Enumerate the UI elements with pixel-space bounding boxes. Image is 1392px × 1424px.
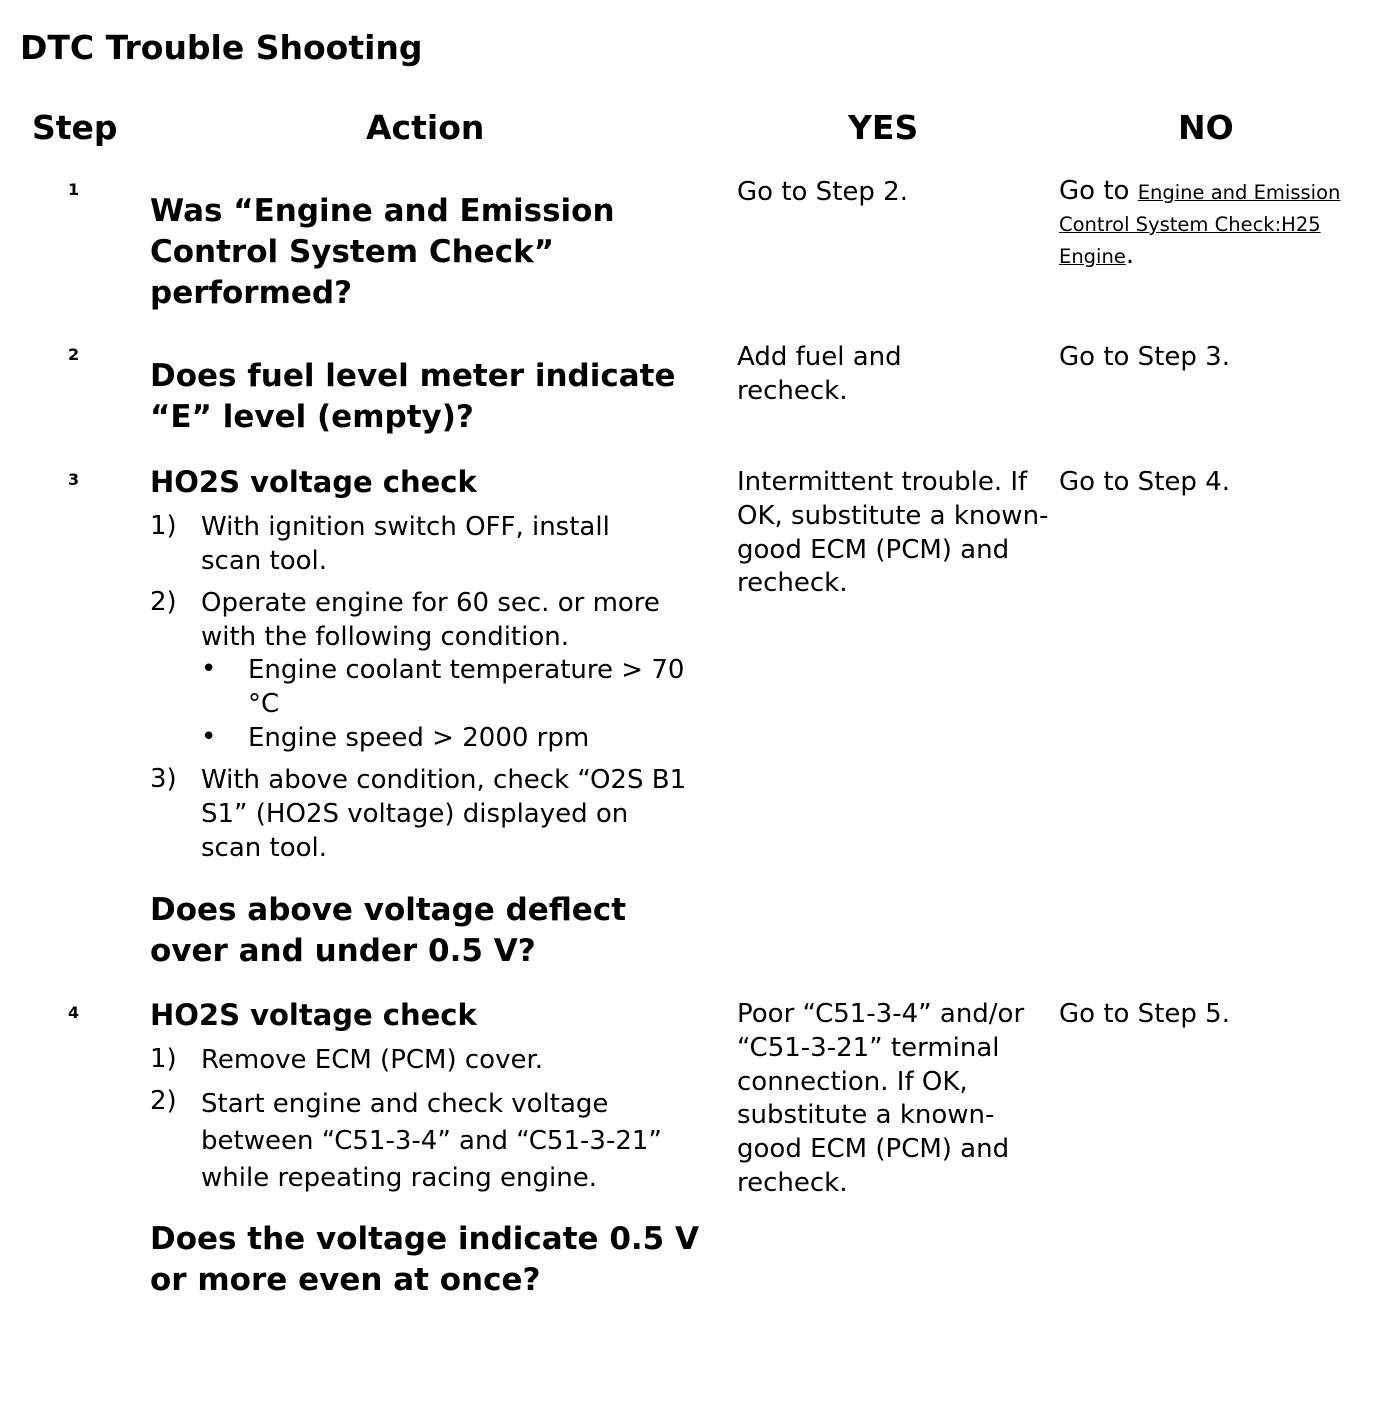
header-yes: YES — [848, 108, 919, 147]
page-title: DTC Trouble Shooting — [20, 28, 423, 67]
header-action: Action — [366, 108, 485, 147]
step-2-question: Does fuel level meter indicate “E” level (empty)? — [150, 358, 676, 435]
step-1-no — [1059, 176, 1379, 272]
step-2-number: 2 — [68, 345, 80, 364]
bullet-icon: • — [201, 654, 217, 684]
bullet-icon: • — [201, 722, 217, 752]
step-1-no-suffix: . — [1125, 240, 1135, 270]
step-3-bullet-1: Engine coolant temperature > 70 °C — [248, 655, 685, 719]
step-3-question: Does above voltage deflect over and under 0.5 V? — [150, 892, 627, 969]
header-no: NO — [1178, 108, 1234, 147]
step-4-item-2-number: 2) — [150, 1086, 177, 1116]
step-1-no-prefix: Go to — [1059, 176, 1138, 206]
step-4-no: Go to Step 5. — [1059, 999, 1230, 1029]
step-4-yes: Poor “C51-3-4” and/or “C51-3-21” terminal connection. If OK, substitute a known-good ECM (PCM) and recheck. — [737, 999, 1025, 1198]
step-1-question: Was “Engine and Emission Control System Check” performed? — [150, 193, 615, 311]
step-2-no: Go to Step 3. — [1059, 342, 1230, 372]
step-3-item-3-text: With above condition, check “O2S B1 S1” (HO2S voltage) displayed on scan tool. — [201, 765, 687, 863]
step-1-yes: Go to Step 2. — [737, 177, 908, 207]
step-3-item-2-text: Operate engine for 60 sec. or more with the following condition. — [201, 588, 660, 652]
step-4-subtitle: HO2S voltage check — [150, 998, 477, 1032]
step-3-item-1-number: 1) — [150, 511, 177, 541]
step-4-item-1-number: 1) — [150, 1044, 177, 1074]
step-3-yes: Intermittent trouble. If OK, substitute a known-good ECM (PCM) and recheck. — [737, 467, 1049, 599]
step-3-no: Go to Step 4. — [1059, 467, 1230, 497]
step-3-item-1-text: With ignition switch OFF, install scan tool. — [201, 512, 610, 576]
step-4-question: Does the voltage indicate 0.5 V or more even at once? — [150, 1221, 700, 1298]
step-2-yes: Add fuel and recheck. — [737, 342, 902, 406]
header-step: Step — [32, 108, 118, 147]
step-4-item-2-text: Start engine and check voltage between “C51-3-4” and “C51-3-21” while repeating racing engine. — [201, 1089, 662, 1193]
step-3-item-2-number: 2) — [150, 587, 177, 617]
step-4-item-1-text: Remove ECM (PCM) cover. — [201, 1045, 544, 1075]
step-4-number: 4 — [68, 1003, 80, 1022]
step-3-bullet-2: Engine speed > 2000 rpm — [248, 723, 590, 753]
step-1-number: 1 — [68, 180, 80, 199]
step-1-no-link[interactable]: Engine and Emission Control System Check:H25 Engine — [1059, 181, 1341, 268]
step-3-item-3-number: 3) — [150, 764, 177, 794]
step-3-subtitle: HO2S voltage check — [150, 465, 477, 499]
step-3-number: 3 — [68, 470, 80, 489]
